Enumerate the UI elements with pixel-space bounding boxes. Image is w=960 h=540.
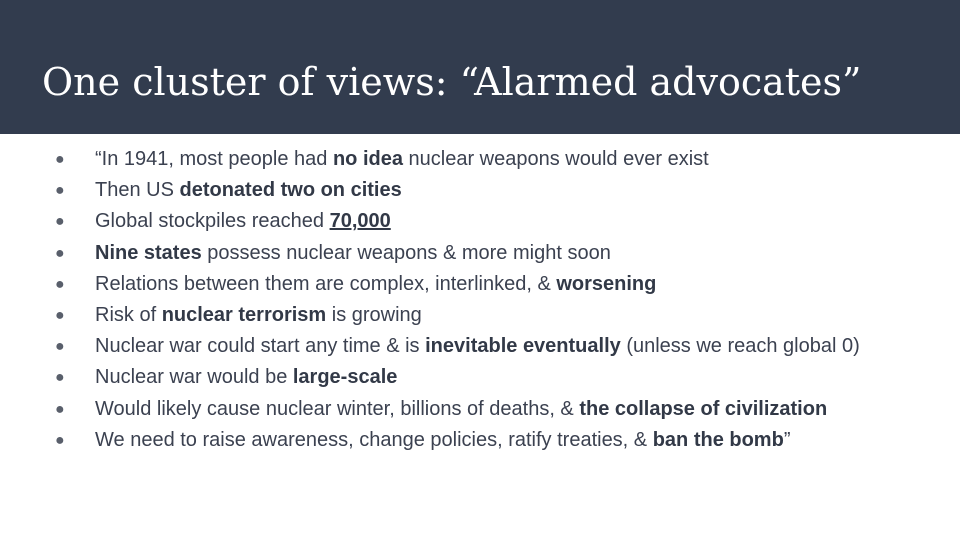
bullet-item [55, 269, 935, 300]
bullet-item [55, 425, 935, 456]
bullet-text: (unless we reach global 0) [620, 335, 860, 358]
bullet-text: Then US [95, 179, 180, 202]
bullet-emphasis-text: the collapse of civilization [579, 397, 828, 420]
bullet-dot-icon: ● [55, 275, 65, 293]
bullet-text: nuclear weapons would ever exist [402, 148, 709, 170]
bullet-text: is growing [326, 304, 422, 327]
bullet-item [55, 331, 935, 362]
bullet-dot-icon: ● [55, 244, 65, 262]
bullet-text: Relations between them are complex, interlinked, & [95, 272, 557, 295]
bullet-item [55, 238, 935, 269]
slide-title: One cluster of views: “Alarmed advocates” [42, 60, 862, 104]
bullet-dot-icon: ● [55, 369, 65, 387]
bullet-item [55, 394, 935, 425]
bullet-text: We need to raise awareness, change policies, ratify treaties, & [95, 428, 653, 451]
bullet-dot-icon: ● [55, 338, 65, 356]
bullet-emphasis-text: large-scale [292, 366, 398, 389]
bullet-dot-icon: ● [55, 307, 65, 325]
bullet-text: Risk of [95, 304, 162, 327]
bullet-emphasis-text: inevitable eventually [425, 335, 621, 358]
bullet-emphasis-text: ban the bomb [652, 428, 784, 451]
bullet-item [55, 362, 935, 393]
bullet-text: Would likely cause nuclear winter, billions of deaths, & [95, 397, 580, 420]
bullet-text: Nuclear war could start any time & is [95, 335, 426, 358]
bullet-emphasis-text: nuclear terrorism [161, 304, 327, 327]
bullet-dot-icon: ● [55, 400, 65, 418]
bullet-emphasis-text: Nine states [95, 241, 202, 264]
bullet-dot-icon: ● [55, 182, 65, 200]
bullet-text: Nuclear war would be [95, 366, 293, 389]
bullet-dot-icon: ● [55, 213, 65, 231]
bullet-item [55, 300, 935, 331]
bullet-emphasis-text: worsening [556, 272, 657, 295]
bullet-item [55, 144, 935, 175]
bullet-text: possess nuclear weapons & more might soon [201, 241, 611, 264]
bullet-text: “In 1941, most people had [95, 148, 333, 170]
bullet-item [55, 206, 935, 237]
bullet-text: Global stockpiles reached [95, 210, 330, 233]
bullet-item [55, 175, 935, 206]
title-bar [0, 0, 960, 134]
bullet-emphasis-text: 70,000 [329, 210, 391, 233]
bullet-emphasis-text: no idea [332, 148, 403, 170]
bullet-list [55, 144, 935, 456]
bullet-text: ” [783, 428, 791, 451]
bullet-emphasis-text: detonated two on cities [179, 179, 402, 202]
bullet-dot-icon: ● [55, 431, 65, 449]
bullet-dot-icon: ● [55, 151, 65, 168]
